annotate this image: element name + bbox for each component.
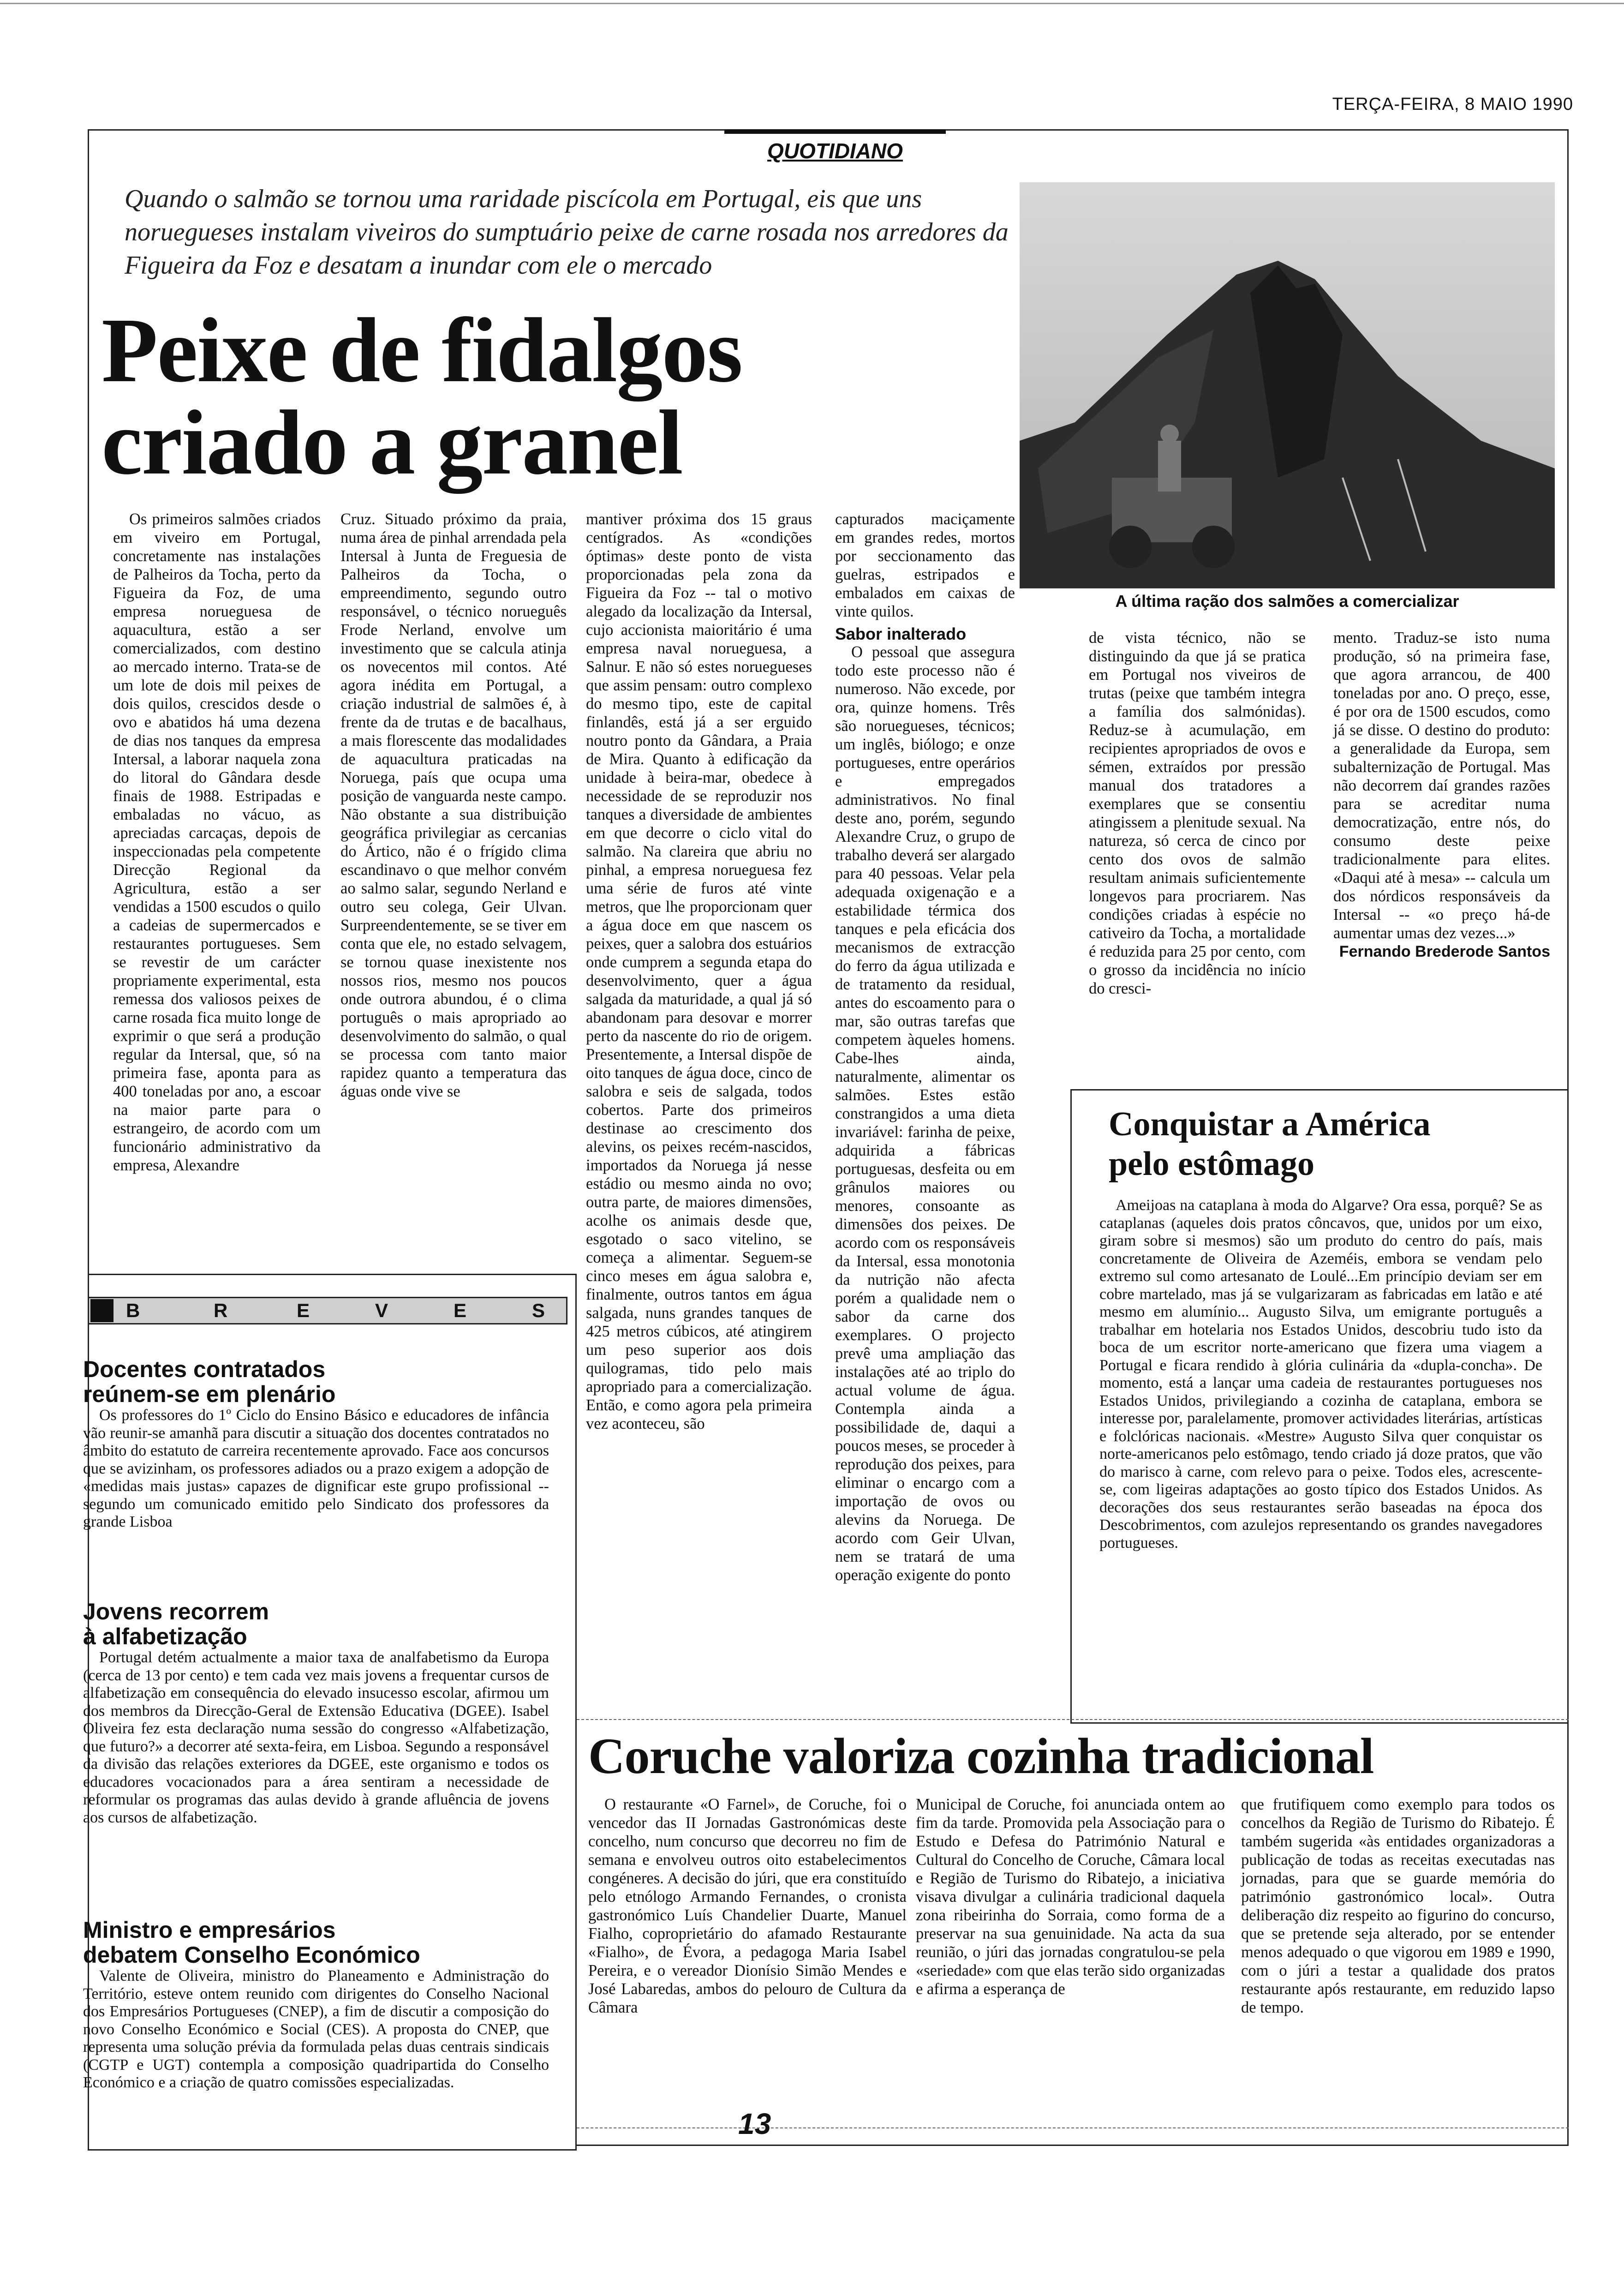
breves-letter: E bbox=[297, 1300, 310, 1321]
article-byline: Fernando Brederode Santos bbox=[1339, 943, 1550, 960]
article-deck: Quando o salmão se tornou uma raridade piscícola em Portugal, eis que uns noruegueses instalam viveiros do sumptuário peixe de carne rosada nos arredores da Figueira da Foz e desatam a inundar com ele o mercado bbox=[125, 185, 1009, 280]
breve-title-line-2: à alfabetização bbox=[83, 1624, 247, 1649]
breve-title-line-2: debatem Conselho Económico bbox=[83, 1942, 420, 1968]
coruche-text: Municipal de Coruche, foi anunciada ontem ao fim da tarde. Promovida pela Associação para o Estudo e Defesa do Património Natural e Cultural do Concelho de Coruche, Câmara local e Região de Turismo do Ribatejo, a iniciativa visava divulgar a culinária tradicional daquela zona ribeirinha do Sorraia, como forma de a preservar na sua genuinidade. Na acta da sua reunião, o júri das jornadas congratulou-se pela «seriedade» com que elas terão sido organizadas e afirma a esperança de bbox=[916, 1796, 1225, 1998]
sidebar-text-block bbox=[1099, 1197, 1542, 1552]
article-column-6 bbox=[1333, 629, 1550, 961]
issue-date: TERÇA-FEIRA, 8 MAIO 1990 bbox=[1332, 95, 1573, 114]
breve-title bbox=[83, 1599, 549, 1649]
breve-item bbox=[83, 1599, 549, 1827]
sidebar-headline-line-1: Conquistar a América bbox=[1109, 1105, 1431, 1143]
coruche-text: que frutifiquem como exemplo para todos os concelhos da Região de Turismo do Ribatejo. É também sugerida «às entidades organizadoras a publicação de todas as receitas executadas nas jornadas, para que se guarde memória do património gastronómico local». Outra deliberação diz respeito ao figurino do concurso, que se pretende seja alterado, por se entender menos adequado o que vigorou em 1989 e 1990, com o júri a testar a qualidade dos pratos restaurante após restaurante, em reduzido lapso de tempo. bbox=[1241, 1796, 1555, 2016]
article-headline bbox=[102, 300, 886, 494]
article-text: capturados maciçamente em grandes redes, mortos por seccionamento das guelras, estripados e embalados em caixas de vinte quilos. bbox=[835, 510, 1015, 620]
sidebar-america bbox=[1070, 1089, 1569, 1724]
article-column-2 bbox=[340, 510, 567, 1101]
breve-item bbox=[83, 1917, 549, 2092]
breve-text-block bbox=[83, 1407, 549, 1531]
article-text: O pessoal que assegura todo este processo não é numeroso. Não excede, por ora, quinze homens. Três são noruegueses, técnicos; um inglês, biólogo; e onze portugueses, entre operários e empregados administrativos. No final deste ano, porém, segundo Alexandre Cruz, o grupo de trabalho deverá ser alargado para 40 pessoas. Velar pela adequada oxigenação e a estabilidade térmica dos tanques e pela eficácia dos mecanismos de extracção do ferro da água utilizada e de tratamento da residual, antes do escoamento para o mar, são outras tarefas que competem àqueles homens. Cabe-lhes ainda, naturalmente, alimentar os salmões. Estes estão constrangidos a uma dieta invariável: farinha de peixe, adquirida a fábricas portuguesas, desfeita ou em grânulos maiores ou menores, consoante as dimensões dos peixes. De acordo com os responsáveis da Intersal, essa monotonia da nutrição não afecta porém a qualidade nem o sabor da carne dos exemplares. O projecto prevê uma ampliação das instalações até ao triplo do actual volume de água. Contempla ainda a possibilidade de, daqui a poucos meses, se proceder à reprodução dos peixes, para eliminar o encargo com a importação de ovos ou alevins da Noruega. De acordo com Geir Ulvan, nem se tratará de uma operação exigente do ponto bbox=[835, 643, 1015, 1584]
breve-title-line-2: reúnem-se em plenário bbox=[83, 1381, 336, 1407]
article-column-5 bbox=[1089, 629, 1306, 998]
article-column-1 bbox=[113, 510, 321, 1174]
article-column-3 bbox=[586, 510, 812, 1433]
article-text: mento. Traduz-se isto numa produção, só na primeira fase, que agora arrancou, de 400 toneladas por ano. O preço, esse, é por ora de 1500 escudos, como já se disse. O destino do produto: a generalidade da Europa, sem subalternização de Portugal. Mas não decorrem daí grandes razões para se acreditar numa democratização, entre nós, do consumo deste peixe tradicionalmente para elites. «Daqui até à mesa» -- calcula um dos nórdicos responsáveis da Intersal -- «o preço há-de aumentar umas dez vezes...» bbox=[1333, 629, 1550, 942]
coruche-column-3 bbox=[1241, 1795, 1555, 2017]
coruche-headline: Coruche valoriza cozinha tradicional bbox=[588, 1728, 1374, 1784]
breve-text: Valente de Oliveira, ministro do Planeamento e Administração do Território, esteve ontem reunido com dirigentes do Conselho Nacional dos Empresários Portugueses (CNEP), a fim de discutir a composição do novo Conselho Económico e Social (CES). A proposta do CNEP, que representa uma solução prévia da formulada pelas duas centrais sindicais (CGTP e UGT) contempla a composição quadripartida do Conselho Económico e a criação de quatro comissões especializadas. bbox=[83, 1967, 549, 2091]
sidebar-headline-line-2: pelo estômago bbox=[1109, 1145, 1314, 1183]
breve-text-block bbox=[83, 1967, 549, 2092]
breve-title-line-1: Ministro e empresários bbox=[83, 1917, 336, 1943]
article-text: de vista técnico, não se distinguindo da que já se pratica em Portugal nos viveiros de trutas (peixe que também integra a família dos salmónidas). Reduz-se à acumulação, em recipientes apropriados de ovos e sémen, extraídos por pressão manual dos tratadores a exemplares que se consentiu atingissem a plenitude sexual. Na natureza, só cerca de cinco por cento dos ovos de salmão resultam animais suficientemente longevos para procriarem. Nas condições criadas à espécie no cativeiro da Tocha, a mortalidade é reduzida para 25 por cento, com o grosso da incidência no início do cresci- bbox=[1089, 629, 1306, 997]
sidebar-text: Ameijoas na cataplana à moda do Algarve? Ora essa, porquê? Se as cataplanas (aqueles dois pratos côncavos, que, unidos por um eixo, giram sobre si mesmos) são um produto do centro do país, mais concretamente de Oliveira de Azeméis, embora se vendam pelo extremo sul como artesanato de Loulé...Em princípio deviam ser em cobre martelado, mas já se vulgarizaram as fabricadas em latão e até mesmo em alumínio... Augusto Silva, um emigrante português a trabalhar em hotelaria nos Estados Unidos, descobriu tudo isto da boca de um escritor norte-americano que fizera uma viagem a Portugal e ficara rendido à glória culinária da «dupla-concha». De momento, está a lançar uma cadeia de restaurantes portugueses nos Estados Unidos, privilegiando a cozinha de cataplana, embora se interesse por, paralelamente, promover actividades literárias, artísticas e folclóricas nacionais. «Mestre» Augusto Silva quer conquistar os norte-americanos pelo estômago, tendo criado já doze pratos, que vão do marisco à carne, com relevo para o peixe. Todos eles, acrescente-se, com ligeiras adaptações ao gosto típico dos Estados Unidos. As decorações dos seus restaurantes serão baseadas na época dos Descobrimentos, com azulejos representando os grandes navegadores portugueses. bbox=[1099, 1197, 1542, 1552]
photo-caption: A última ração dos salmões a comercializar bbox=[1115, 592, 1459, 611]
article-text: mantiver próxima dos 15 graus centígrados. As «condições óptimas» deste ponto de vista proporcionadas pela zona da Figueira da Foz -- tal o motivo alegado da localização da Intersal, cujo accionista maioritário é uma empresa naval norueguesa, a Salnur. E não só estes noruegueses que assim pensam: outro complexo do mesmo tipo, este de capital finlandês, está já a ser erguido noutro ponto da Gândara, a Praia de Mira. Quanto à edificação da unidade à beira-mar, obedece à necessidade de se reproduzir nos tanques a diversidade de ambientes em que decorre o ciclo vital do salmão. Na clareira que abriu no pinhal, a empresa norueguesa fez uma série de furos até vinte metros, que lhe proporcionam quer a água doce em que nascem os peixes, quer a salobra dos estuários onde cumprem a segunda etapa do desenvolvimento, quer a água salgada da maturidade, a qual já só abandonam para desovar e morrer perto da nascente do rio de origem. Presentemente, a Intersal dispõe de oito tanques de água doce, cinco de salobra e seis de salgada, todos cobertos. Parte dos primeiros destinase ao crescimento dos alevins, os peixes recém-nascidos, importados da Noruega já nesse estádio ou mesmo ainda no ovo; outra parte, de maiores dimensões, acolhe os animais desde que, esgotado o saco vitelino, se começa a alimentar. Seguem-se cinco meses em água salobra e, finalmente, outros tantos em água salgada, nuns grandes tanques de 425 metros cúbicos, até atingirem um peso superior aos dois quilogramas, tido pelo mais apropriado para a comercialização. Então, e como agora pela primeira vez aconteceu, são bbox=[586, 510, 812, 1432]
breves-letter: V bbox=[375, 1300, 388, 1321]
sidebar-headline bbox=[1109, 1104, 1552, 1184]
headline-line-2: criado a granel bbox=[102, 392, 682, 494]
section-bar bbox=[724, 129, 946, 134]
breves-marker bbox=[90, 1299, 113, 1322]
page-top-rule bbox=[0, 3, 1624, 4]
breve-text: Portugal detém actualmente a maior taxa de analfabetismo da Europa (cerca de 13 por cento) e tem cada vez mais jovens a frequentar cursos de alfabetização em consequência do elevado insucesso escolar, afirmou um dos membros da Direcção-Geral de Extensão Educativa (DGEE). Isabel Oliveira fez esta declaração numa sessão do congresso «Alfabetização, que futuro?» a decorrer até sexta-feira, em Lisboa. Segundo a responsável da divisão das relações exteriores da DGEE, este organismo e todos os educadores vocacionados para a área sentiram a necessidade de reformular os programas das aulas devido à grande afluência de jovens aos cursos de alfabetização. bbox=[83, 1649, 549, 1826]
article-subhead: Sabor inalterado bbox=[835, 624, 967, 643]
breves-letter: S bbox=[532, 1300, 545, 1321]
section-label: QUOTIDIANO bbox=[767, 139, 903, 163]
coruche-top-rule bbox=[577, 1719, 1569, 1720]
breve-title bbox=[83, 1357, 549, 1407]
coruche-column-2 bbox=[916, 1795, 1225, 1998]
breve-text-block bbox=[83, 1649, 549, 1827]
salmon-farm-photo bbox=[1020, 182, 1555, 588]
headline-line-1: Peixe de fidalgos bbox=[102, 300, 742, 401]
article-text: Cruz. Situado próximo da praia, numa área de pinhal arrendada pela Intersal à Junta de Freguesia de Palheiros da Tocha, o empreendimento, segundo outro responsável, o técnico norueguês Frode Nerland, envolve um investimento que se calcula atinja os novecentos mil contos. Até agora inédita em Portugal, a criação industrial de salmões é, à frente da de trutas e de bacalhaus, a mais florescente das modalidades de aquacultura praticadas na Noruega, país que ocupa uma posição de vanguarda neste campo. Não obstante a sua distribuição geográfica privilegiar as cercanias do Ártico, não é o frígido clima escandinavo o que melhor convém ao salmo salar, segundo Nerland e outro seu colega, Geir Ulvan. Surpreendentemente, se se tiver em conta que ele, no estado selvagem, se tornou quase inexistente nos nossos rios, mesmo nos poucos onde outrora abundou, é o clima português o mais apropriado ao desenvolvimento do salmão, o qual se processa com tanto maior rapidez quanto a temperatura das águas onde vive se bbox=[340, 510, 567, 1100]
coruche-text: O restaurante «O Farnel», de Coruche, foi o vencedor das II Jornadas Gastronómicas deste concelho, num concurso que decorreu no fim de semana e envolveu outros oito estabelecimentos congéneres. A decisão do júri, que era constituído pelo etnólogo Armando Fernandes, o cronista gastronómico Luís Chandelier Duarte, Manuel Fialho, coproprietário do afamado Restaurante «Fialho», de Évora, a pedagoga Maria Isabel Pereira, e o vereador Dionísio Simão Mendes e José Labaredas, ambos do pelouro de Cultura da Câmara bbox=[588, 1796, 907, 2016]
coruche-bottom-rule bbox=[577, 2127, 1569, 2128]
breve-text: Os professores do 1º Ciclo do Ensino Básico e educadores de infância vão reunir-se amanhã para discutir a situação dos docentes contratados no âmbito do estatuto de carreira recentemente aprovado. Face aos concursos que se avizinham, os professores adiados ou a prazo exigem a adopção de «medidas mais justas» capazes de dignificar este grupo profissional -- segundo um comunicado emitido pelo Sindicato dos professores da grande Lisboa bbox=[83, 1407, 549, 1530]
breves-banner bbox=[88, 1297, 567, 1324]
photo-illustration bbox=[1020, 182, 1555, 588]
breve-title-line-1: Docentes contratados bbox=[83, 1356, 326, 1382]
breve-title bbox=[83, 1917, 549, 1967]
coruche-column-1 bbox=[588, 1795, 907, 2017]
breves-letter: R bbox=[214, 1300, 228, 1321]
article-column-4 bbox=[835, 510, 1015, 1584]
article-text: Os primeiros salmões criados em viveiro em Portugal, concretamente nas instalações de Palheiros da Tocha, perto da Figueira da Foz, de uma empresa norueguesa de aquacultura, estão a ser comercializados, com destino ao mercado interno. Trata-se de um lote de dois mil peixes de dois quilos, crescidos desde o ovo e abatidos há uma dezena de dias nos tanques da empresa Intersal, a laborar naquela zona do litoral do Gândara desde finais de 1988. Estripadas e embaladas no vácuo, as apreciadas carcaças, depois de inspeccionadas pela competente Direcção Regional da Agricultura, estão a ser vendidas a 1500 escudos o quilo a cadeias de supermercados e restaurantes portugueses. Sem se revestir de um carácter propriamente experimental, esta remessa dos valiosos peixes de carne rosada fica muito longe de exprimir o que será a produção regular da Intersal, que, só na primeira fase, aponta para as 400 toneladas por ano, a escoar na maior parte para o estrangeiro, de acordo com um funcionário administrativo da empresa, Alexandre bbox=[113, 510, 321, 1174]
breve-title-line-1: Jovens recorrem bbox=[83, 1599, 269, 1624]
page-number: 13 bbox=[738, 2107, 771, 2140]
breve-item bbox=[83, 1357, 549, 1531]
breves-letter: B bbox=[126, 1300, 140, 1321]
breves-letter: E bbox=[454, 1300, 467, 1321]
